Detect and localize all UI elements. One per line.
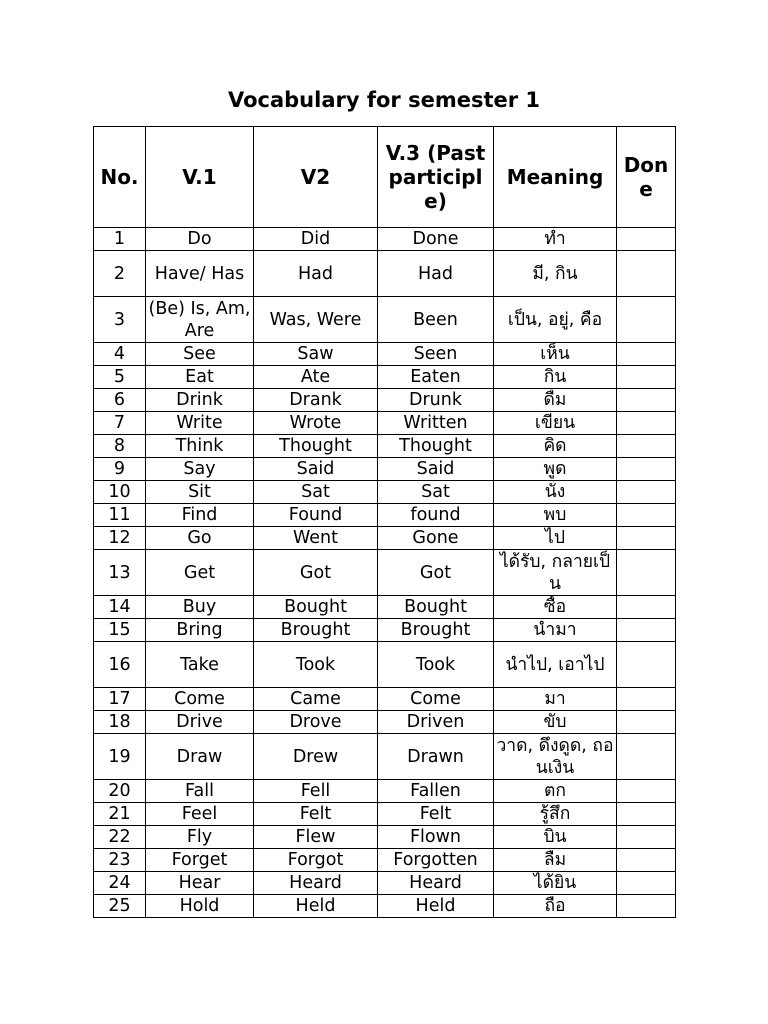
cell-v3: Done (378, 228, 494, 251)
cell-v3: Drunk (378, 389, 494, 412)
cell-v2: Said (254, 458, 378, 481)
cell-meaning: พบ (494, 504, 617, 527)
cell-v1: Hold (146, 895, 254, 918)
cell-v2: Ate (254, 366, 378, 389)
cell-v2: Bought (254, 596, 378, 619)
cell-v2: Wrote (254, 412, 378, 435)
cell-v3: Took (378, 642, 494, 688)
table-row (94, 297, 676, 343)
cell-v2: Felt (254, 803, 378, 826)
cell-v2: Thought (254, 435, 378, 458)
cell-done (617, 734, 676, 780)
cell-done (617, 297, 676, 343)
cell-v2: Drew (254, 734, 378, 780)
cell-done (617, 780, 676, 803)
cell-v2: Brought (254, 619, 378, 642)
cell-no: 21 (94, 803, 146, 826)
cell-meaning: ซื้อ (494, 596, 617, 619)
cell-v3: Flown (378, 826, 494, 849)
cell-v2: Saw (254, 343, 378, 366)
table-row (94, 366, 676, 389)
cell-done (617, 849, 676, 872)
table-row (94, 642, 676, 688)
header-meaning: Meaning (494, 127, 617, 228)
cell-v2: Fell (254, 780, 378, 803)
cell-done (617, 481, 676, 504)
cell-v3: Brought (378, 619, 494, 642)
cell-no: 17 (94, 688, 146, 711)
cell-meaning: ดื่ม (494, 389, 617, 412)
cell-v1: Forget (146, 849, 254, 872)
header-v1: V.1 (146, 127, 254, 228)
cell-v3: Held (378, 895, 494, 918)
cell-done (617, 550, 676, 596)
cell-meaning: นั่ง (494, 481, 617, 504)
cell-done (617, 527, 676, 550)
cell-v3: Been (378, 297, 494, 343)
cell-v1: Fall (146, 780, 254, 803)
cell-no: 12 (94, 527, 146, 550)
cell-v1: Buy (146, 596, 254, 619)
table-row (94, 619, 676, 642)
cell-meaning: ลืม (494, 849, 617, 872)
cell-done (617, 458, 676, 481)
cell-no: 2 (94, 251, 146, 297)
cell-no: 6 (94, 389, 146, 412)
cell-meaning: กิน (494, 366, 617, 389)
cell-done (617, 228, 676, 251)
cell-v2: Found (254, 504, 378, 527)
cell-done (617, 412, 676, 435)
cell-v1: Go (146, 527, 254, 550)
cell-v1: Come (146, 688, 254, 711)
cell-v2: Came (254, 688, 378, 711)
table-row (94, 826, 676, 849)
cell-v2: Went (254, 527, 378, 550)
cell-no: 7 (94, 412, 146, 435)
cell-v1: Drive (146, 711, 254, 734)
header-row (94, 127, 676, 228)
table-row (94, 711, 676, 734)
cell-no: 24 (94, 872, 146, 895)
cell-meaning: วาด, ดึงดูด, ถอนเงิน (494, 734, 617, 780)
cell-v2: Had (254, 251, 378, 297)
cell-v3: Forgotten (378, 849, 494, 872)
cell-v1: Take (146, 642, 254, 688)
table-row (94, 389, 676, 412)
cell-v2: Did (254, 228, 378, 251)
cell-no: 13 (94, 550, 146, 596)
cell-no: 11 (94, 504, 146, 527)
cell-no: 14 (94, 596, 146, 619)
cell-done (617, 251, 676, 297)
cell-no: 3 (94, 297, 146, 343)
cell-meaning: พูด (494, 458, 617, 481)
cell-v1: Feel (146, 803, 254, 826)
cell-done (617, 895, 676, 918)
cell-done (617, 435, 676, 458)
cell-meaning: เป็น, อยู่, คือ (494, 297, 617, 343)
cell-v1: Think (146, 435, 254, 458)
cell-meaning: ตก (494, 780, 617, 803)
cell-done (617, 803, 676, 826)
vocabulary-table (93, 126, 676, 918)
cell-v3: Come (378, 688, 494, 711)
cell-meaning: บิน (494, 826, 617, 849)
cell-v2: Forgot (254, 849, 378, 872)
cell-done (617, 688, 676, 711)
cell-no: 15 (94, 619, 146, 642)
cell-no: 8 (94, 435, 146, 458)
table-row (94, 435, 676, 458)
page-title: Vocabulary for semester 1 (227, 88, 541, 112)
cell-v3: found (378, 504, 494, 527)
cell-meaning: ถือ (494, 895, 617, 918)
cell-meaning: ทำ (494, 228, 617, 251)
cell-done (617, 826, 676, 849)
cell-v1: Have/ Has (146, 251, 254, 297)
cell-v1: Fly (146, 826, 254, 849)
cell-v1: Get (146, 550, 254, 596)
table-row (94, 849, 676, 872)
cell-done (617, 619, 676, 642)
cell-meaning: เขียน (494, 412, 617, 435)
cell-meaning: นำมา (494, 619, 617, 642)
cell-v1: Do (146, 228, 254, 251)
cell-no: 22 (94, 826, 146, 849)
cell-done (617, 343, 676, 366)
table-row (94, 458, 676, 481)
cell-no: 25 (94, 895, 146, 918)
cell-v3: Eaten (378, 366, 494, 389)
table-row (94, 481, 676, 504)
table-row (94, 872, 676, 895)
cell-v2: Sat (254, 481, 378, 504)
cell-meaning: มา (494, 688, 617, 711)
cell-v2: Took (254, 642, 378, 688)
cell-v2: Flew (254, 826, 378, 849)
table-row (94, 596, 676, 619)
header-v2: V2 (254, 127, 378, 228)
header-done: Done (617, 127, 676, 228)
cell-v3: Driven (378, 711, 494, 734)
cell-v1: Write (146, 412, 254, 435)
cell-no: 19 (94, 734, 146, 780)
cell-no: 10 (94, 481, 146, 504)
cell-done (617, 504, 676, 527)
cell-v1: Say (146, 458, 254, 481)
cell-v3: Gone (378, 527, 494, 550)
cell-v3: Heard (378, 872, 494, 895)
table-row (94, 688, 676, 711)
cell-meaning: มี, กิน (494, 251, 617, 297)
table-row (94, 251, 676, 297)
cell-v2: Drove (254, 711, 378, 734)
cell-meaning: ไป (494, 527, 617, 550)
cell-v1: Draw (146, 734, 254, 780)
cell-v3: Seen (378, 343, 494, 366)
cell-no: 9 (94, 458, 146, 481)
cell-v3: Got (378, 550, 494, 596)
table-row (94, 803, 676, 826)
cell-v1: Drink (146, 389, 254, 412)
table-row (94, 343, 676, 366)
cell-v3: Drawn (378, 734, 494, 780)
cell-done (617, 711, 676, 734)
cell-v1: Find (146, 504, 254, 527)
cell-no: 5 (94, 366, 146, 389)
cell-no: 16 (94, 642, 146, 688)
cell-meaning: รู้สึก (494, 803, 617, 826)
cell-done (617, 389, 676, 412)
cell-meaning: นำไป, เอาไป (494, 642, 617, 688)
cell-v1: Bring (146, 619, 254, 642)
cell-meaning: ได้รับ, กลายเป็น (494, 550, 617, 596)
cell-v3: Thought (378, 435, 494, 458)
cell-meaning: ขับ (494, 711, 617, 734)
table-row (94, 550, 676, 596)
cell-v1: See (146, 343, 254, 366)
cell-done (617, 872, 676, 895)
table-row (94, 412, 676, 435)
cell-v1: Eat (146, 366, 254, 389)
cell-v1: Hear (146, 872, 254, 895)
cell-no: 18 (94, 711, 146, 734)
cell-meaning: ได้ยิน (494, 872, 617, 895)
cell-v1: Sit (146, 481, 254, 504)
cell-meaning: เห็น (494, 343, 617, 366)
table-row (94, 734, 676, 780)
cell-no: 20 (94, 780, 146, 803)
cell-v3: Fallen (378, 780, 494, 803)
table-body (94, 228, 676, 918)
cell-no: 4 (94, 343, 146, 366)
cell-v3: Sat (378, 481, 494, 504)
cell-v2: Heard (254, 872, 378, 895)
cell-v3: Felt (378, 803, 494, 826)
header-no: No. (94, 127, 146, 228)
table-row (94, 527, 676, 550)
table-row (94, 895, 676, 918)
cell-v2: Was, Were (254, 297, 378, 343)
cell-v2: Held (254, 895, 378, 918)
cell-v3: Bought (378, 596, 494, 619)
cell-done (617, 596, 676, 619)
cell-v2: Drank (254, 389, 378, 412)
cell-no: 1 (94, 228, 146, 251)
cell-meaning: คิด (494, 435, 617, 458)
header-v3: V.3 (Past participle) (378, 127, 494, 228)
cell-v3: Had (378, 251, 494, 297)
cell-no: 23 (94, 849, 146, 872)
cell-done (617, 366, 676, 389)
table-row (94, 504, 676, 527)
cell-v1: (Be) Is, Am, Are (146, 297, 254, 343)
cell-done (617, 642, 676, 688)
table-row (94, 228, 676, 251)
cell-v2: Got (254, 550, 378, 596)
cell-v3: Written (378, 412, 494, 435)
table-row (94, 780, 676, 803)
cell-v3: Said (378, 458, 494, 481)
